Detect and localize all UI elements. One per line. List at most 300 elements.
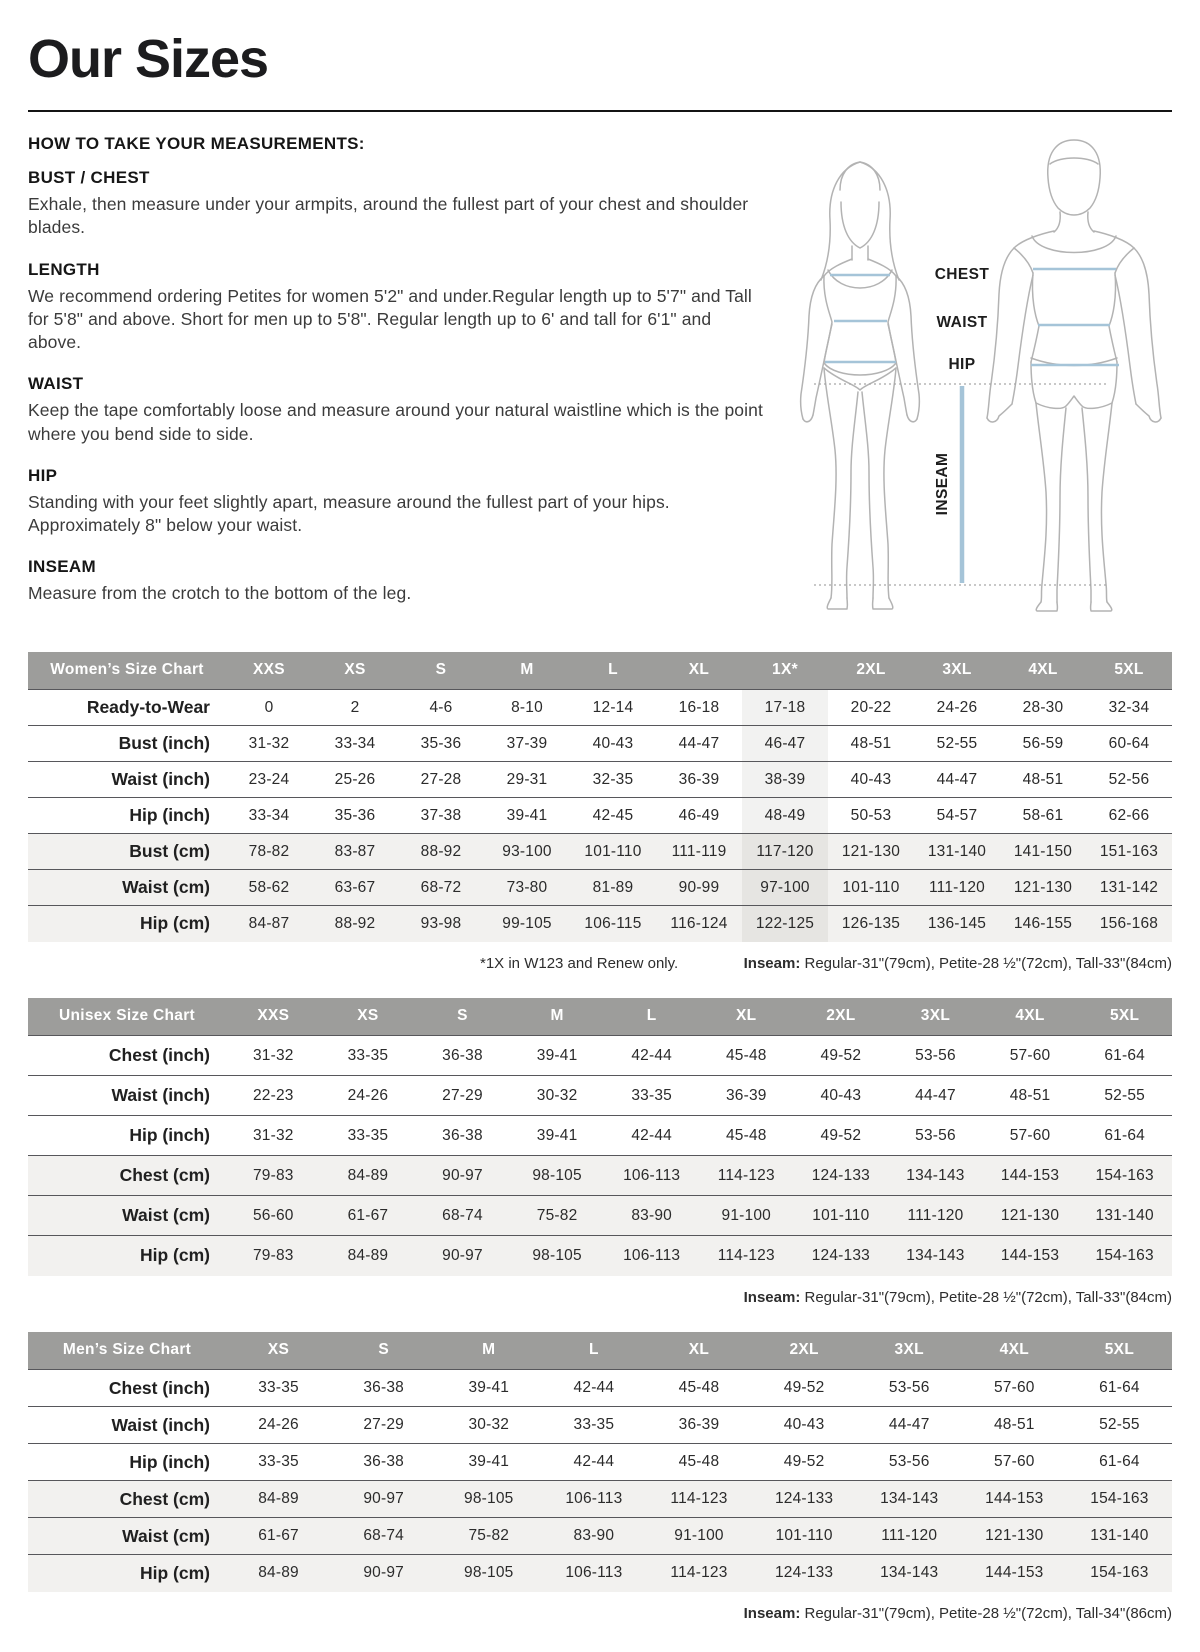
size-column-header: 1X* [742, 652, 828, 690]
size-value-cell: 101-110 [842, 878, 900, 896]
size-value-cell: 49-52 [783, 1453, 825, 1471]
size-value-cell: 131-140 [1090, 1527, 1149, 1545]
size-value-cell: 90-97 [363, 1490, 404, 1508]
row-label: Waist (inch) [111, 1414, 210, 1435]
size-value-cell: 121-130 [1013, 878, 1073, 896]
mens-size-chart-table [28, 1332, 1172, 1592]
size-value-cell: 33-34 [248, 806, 290, 824]
section-text: Keep the tape comfortably loose and measure around your natural waistline which is the point where you bend side to side. [28, 400, 763, 444]
size-value-cell: 88-92 [334, 914, 376, 932]
row-label: Waist (cm) [122, 877, 210, 898]
size-value-cell: 131-140 [927, 842, 987, 860]
size-value-cell: 131-142 [1099, 878, 1159, 896]
table-row [28, 906, 1172, 942]
size-value-cell: 52-55 [1104, 1086, 1145, 1104]
size-value-cell: 24-26 [347, 1086, 389, 1104]
row-label: Waist (inch) [111, 769, 210, 790]
size-value-cell: 111-120 [881, 1527, 938, 1545]
size-value-cell: 27-29 [442, 1086, 483, 1104]
size-value-cell: 78-82 [248, 842, 290, 860]
size-value-cell: 57-60 [993, 1379, 1035, 1397]
size-value-cell: 29-31 [506, 770, 548, 788]
size-column-header: 5XL [1067, 1332, 1172, 1370]
size-value-cell: 68-72 [420, 878, 462, 896]
size-value-cell: 45-48 [678, 1453, 720, 1471]
size-value-cell: 49-52 [783, 1379, 825, 1397]
size-value-cell: 134-143 [880, 1564, 939, 1582]
size-value-cell: 33-35 [573, 1416, 615, 1434]
size-value-cell: 84-89 [258, 1490, 299, 1508]
size-value-cell: 16-18 [678, 698, 720, 716]
size-value-cell: 24-26 [936, 698, 978, 716]
size-value-cell: 154-163 [1090, 1490, 1149, 1508]
size-value-cell: 68-74 [442, 1206, 483, 1224]
size-value-cell: 52-56 [1108, 770, 1150, 788]
size-value-cell: 42-44 [631, 1046, 672, 1064]
size-value-cell: 121-130 [1000, 1206, 1060, 1224]
row-label: Chest (inch) [108, 1377, 210, 1398]
size-value-cell: 61-64 [1099, 1379, 1140, 1397]
size-column-header: 2XL [828, 652, 914, 690]
size-value-cell: 46-49 [678, 806, 720, 824]
size-value-cell: 36-38 [442, 1046, 483, 1064]
size-value-cell: 144-153 [985, 1490, 1044, 1508]
size-value-cell: 136-145 [927, 914, 987, 932]
chest-label: CHEST [934, 266, 990, 283]
female-figure-outline [801, 162, 920, 609]
size-value-cell: 99-105 [502, 914, 552, 932]
waist-label: WAIST [936, 314, 988, 331]
measurement-diagram [768, 132, 1172, 612]
size-column-header: 4XL [983, 998, 1078, 1036]
size-value-cell: 117-120 [742, 834, 828, 870]
section-heading: INSEAM [28, 557, 96, 577]
size-value-cell: 83-90 [573, 1527, 615, 1545]
size-column-header: XL [646, 1332, 751, 1370]
row-label: Ready-to-Wear [86, 697, 210, 718]
size-value-cell: 75-82 [468, 1527, 510, 1545]
size-value-cell: 35-36 [420, 734, 462, 752]
size-value-cell: 57-60 [1009, 1126, 1051, 1144]
section-heading: HIP [28, 465, 58, 485]
table-header-row [28, 652, 1172, 690]
size-column-header: XL [656, 652, 742, 690]
table-row [28, 1518, 1172, 1555]
size-value-cell: 121-130 [841, 842, 901, 860]
size-value-cell: 114-123 [670, 1490, 728, 1508]
inseam-note-label: Inseam: [743, 1288, 801, 1306]
section-text: Standing with your feet slightly apart, measure around the fullest part of your hips. Approximately 8" below your waist. [28, 491, 670, 536]
row-label: Waist (inch) [111, 1085, 210, 1106]
hip-label: HIP [948, 356, 976, 373]
table-row [28, 1236, 1172, 1276]
section-text: Exhale, then measure under your armpits, around the fullest part of your chest and shoulder blades. [28, 194, 749, 238]
table-row [28, 870, 1172, 906]
size-value-cell: 42-44 [573, 1453, 615, 1471]
size-value-cell: 33-34 [334, 734, 376, 752]
size-column-header: 2XL [794, 998, 889, 1036]
womens-inseam-note [744, 955, 1172, 972]
size-value-cell: 134-143 [880, 1490, 939, 1508]
size-column-header: M [484, 652, 570, 690]
size-value-cell: 44-47 [888, 1416, 930, 1434]
section-bust-chest [28, 168, 768, 240]
size-value-cell: 141-150 [1013, 842, 1073, 860]
size-value-cell: 106-113 [623, 1246, 681, 1264]
table-row [28, 1116, 1172, 1156]
size-value-cell: 97-100 [742, 870, 828, 906]
size-column-header: 3XL [857, 1332, 962, 1370]
size-value-cell: 111-119 [671, 842, 727, 860]
size-value-cell: 42-44 [573, 1379, 615, 1397]
row-label: Hip (cm) [140, 1562, 210, 1583]
size-column-header: 4XL [962, 1332, 1067, 1370]
size-value-cell: 30-32 [536, 1086, 578, 1104]
size-value-cell: 44-47 [678, 734, 720, 752]
inseam-note-text: Regular-31"(79cm), Petite-28 ½"(72cm), Tall-34"(86cm) [800, 1604, 1172, 1622]
size-value-cell: 88-92 [420, 842, 462, 860]
size-value-cell: 57-60 [993, 1453, 1035, 1471]
table-row [28, 1370, 1172, 1407]
table-header-row [28, 998, 1172, 1036]
size-value-cell: 36-39 [678, 770, 720, 788]
table-row [28, 1444, 1172, 1481]
size-value-cell: 45-48 [725, 1126, 767, 1144]
size-value-cell: 73-80 [506, 878, 548, 896]
unisex-size-chart-table [28, 998, 1172, 1276]
instructions-text-column [28, 132, 768, 626]
size-value-cell: 56-60 [252, 1206, 294, 1224]
size-value-cell: 124-133 [811, 1246, 870, 1264]
size-value-cell: 106-113 [565, 1564, 623, 1582]
size-column-header: 3XL [888, 998, 983, 1036]
table-row [28, 1156, 1172, 1196]
section-hip [28, 466, 768, 538]
measurement-instructions [28, 132, 1172, 626]
size-value-cell: 156-168 [1099, 914, 1159, 932]
size-value-cell: 124-133 [811, 1166, 870, 1184]
one-x-footnote: *1X in W123 and Renew only. [480, 954, 679, 972]
inseam-note-label: Inseam: [743, 1604, 801, 1622]
size-value-cell: 40-43 [850, 770, 892, 788]
size-column-header: M [510, 998, 605, 1036]
womens-table-footnotes [28, 942, 1172, 972]
size-value-cell: 62-66 [1108, 806, 1150, 824]
size-value-cell: 39-41 [468, 1453, 510, 1471]
size-value-cell: 144-153 [985, 1564, 1044, 1582]
size-value-cell: 39-41 [506, 806, 548, 824]
body-figures-illustration [768, 132, 1172, 612]
size-value-cell: 98-105 [532, 1166, 582, 1184]
row-label: Hip (inch) [129, 805, 210, 826]
size-value-cell: 49-52 [820, 1046, 862, 1064]
size-column-header: 5XL [1077, 998, 1172, 1036]
size-value-cell: 40-43 [592, 734, 634, 752]
section-heading: BUST / CHEST [28, 168, 150, 187]
size-value-cell: 116-124 [670, 914, 728, 932]
size-value-cell: 42-44 [631, 1126, 672, 1144]
size-value-cell: 84-89 [347, 1246, 389, 1264]
size-column-header: XXS [226, 998, 321, 1036]
size-value-cell: 39-41 [536, 1126, 578, 1144]
table-row [28, 1407, 1172, 1444]
size-value-cell: 0 [264, 698, 274, 716]
table-title: Men’s Size Chart [28, 1332, 226, 1370]
size-column-header: XS [321, 998, 416, 1036]
womens-size-chart-table [28, 652, 1172, 942]
table-row [28, 1481, 1172, 1518]
table-row [28, 798, 1172, 834]
size-value-cell: 154-163 [1090, 1564, 1149, 1582]
inseam-note-text: Regular-31"(79cm), Petite-28 ½"(72cm), Tall-33"(84cm) [800, 954, 1172, 972]
size-value-cell: 61-67 [258, 1527, 299, 1545]
size-value-cell: 50-53 [850, 806, 892, 824]
size-value-cell: 33-35 [347, 1126, 389, 1144]
size-value-cell: 39-41 [468, 1379, 510, 1397]
size-value-cell: 36-38 [363, 1453, 404, 1471]
row-label: Hip (cm) [140, 1245, 210, 1266]
size-value-cell: 27-29 [363, 1416, 404, 1434]
size-value-cell: 151-163 [1099, 842, 1159, 860]
size-value-cell: 93-100 [502, 842, 552, 860]
size-value-cell: 44-47 [915, 1086, 956, 1104]
size-value-cell: 12-14 [592, 698, 634, 716]
size-value-cell: 33-35 [347, 1046, 389, 1064]
size-value-cell: 144-153 [1000, 1166, 1060, 1184]
size-column-header: XS [312, 652, 398, 690]
size-value-cell: 36-39 [678, 1416, 720, 1434]
size-value-cell: 40-43 [783, 1416, 825, 1434]
section-text: Measure from the crotch to the bottom of the leg. [28, 583, 412, 604]
table-title: Women’s Size Chart [28, 652, 226, 690]
inseam-label: INSEAM [934, 452, 951, 516]
size-value-cell: 154-163 [1095, 1166, 1154, 1184]
size-value-cell: 53-56 [888, 1453, 930, 1471]
section-waist [28, 374, 768, 446]
row-label: Hip (cm) [140, 913, 210, 934]
size-value-cell: 36-38 [363, 1379, 404, 1397]
size-value-cell: 134-143 [906, 1246, 965, 1264]
size-value-cell: 122-125 [742, 906, 828, 942]
size-value-cell: 49-52 [820, 1126, 862, 1144]
page-title: Our Sizes [28, 29, 269, 89]
size-column-header: S [398, 652, 484, 690]
section-length [28, 260, 768, 355]
size-value-cell: 36-38 [442, 1126, 483, 1144]
size-value-cell: 24-26 [258, 1416, 299, 1434]
section-text: We recommend ordering Petites for women 5'2" and under.Regular length up to 5'7" and Tall for 5'8" and above. Short for men up to 5'8". Regular length up to 6' and tall for 6'1" and above. [28, 285, 752, 353]
size-column-header: 4XL [1000, 652, 1086, 690]
row-label: Hip (inch) [129, 1125, 210, 1146]
row-label: Chest (inch) [108, 1045, 210, 1066]
size-value-cell: 79-83 [252, 1246, 294, 1264]
size-value-cell: 33-35 [258, 1379, 299, 1397]
size-value-cell: 4-6 [429, 698, 453, 716]
size-value-cell: 22-23 [252, 1086, 294, 1104]
size-value-cell: 84-87 [248, 914, 290, 932]
size-value-cell: 75-82 [536, 1206, 578, 1224]
how-to-heading: HOW TO TAKE YOUR MEASUREMENTS: [28, 134, 365, 153]
row-label: Bust (inch) [118, 733, 210, 754]
row-label: Hip (inch) [129, 1451, 210, 1472]
size-value-cell: 58-62 [248, 878, 290, 896]
size-value-cell: 32-34 [1108, 698, 1150, 716]
size-value-cell: 114-123 [717, 1166, 775, 1184]
size-value-cell: 90-97 [442, 1166, 483, 1184]
size-value-cell: 31-32 [252, 1046, 294, 1064]
size-value-cell: 111-120 [929, 878, 985, 896]
size-value-cell: 33-35 [258, 1453, 299, 1471]
size-value-cell: 33-35 [631, 1086, 672, 1104]
size-value-cell: 27-28 [420, 770, 462, 788]
row-label: Bust (cm) [129, 841, 210, 862]
size-value-cell: 44-47 [936, 770, 978, 788]
title-divider [28, 110, 1172, 112]
size-value-cell: 124-133 [774, 1490, 834, 1508]
size-value-cell: 48-51 [850, 734, 892, 752]
table-row [28, 762, 1172, 798]
size-value-cell: 146-155 [1013, 914, 1073, 932]
size-value-cell: 35-36 [334, 806, 376, 824]
size-column-header: S [331, 1332, 436, 1370]
size-value-cell: 38-39 [742, 762, 828, 798]
size-value-cell: 32-35 [592, 770, 634, 788]
row-label: Waist (cm) [122, 1525, 210, 1546]
table-row [28, 1076, 1172, 1116]
size-value-cell: 84-89 [258, 1564, 299, 1582]
size-value-cell: 90-99 [678, 878, 720, 896]
size-value-cell: 31-32 [248, 734, 290, 752]
size-value-cell: 61-64 [1104, 1126, 1145, 1144]
male-figure-outline [987, 140, 1161, 611]
size-value-cell: 36-39 [725, 1086, 767, 1104]
size-value-cell: 134-143 [906, 1166, 965, 1184]
size-value-cell: 124-133 [774, 1564, 834, 1582]
table-row [28, 1196, 1172, 1236]
size-value-cell: 40-43 [820, 1086, 862, 1104]
size-value-cell: 52-55 [1099, 1416, 1140, 1434]
size-value-cell: 83-90 [631, 1206, 672, 1224]
size-value-cell: 101-110 [812, 1206, 870, 1224]
table-row [28, 726, 1172, 762]
size-value-cell: 54-57 [936, 806, 978, 824]
size-value-cell: 144-153 [1000, 1246, 1060, 1264]
size-column-header: L [604, 998, 699, 1036]
size-value-cell: 79-83 [252, 1166, 294, 1184]
size-value-cell: 131-140 [1095, 1206, 1154, 1224]
size-value-cell: 53-56 [888, 1379, 930, 1397]
inseam-note-label: Inseam: [743, 954, 801, 972]
size-value-cell: 61-67 [347, 1206, 389, 1224]
table-row [28, 1036, 1172, 1076]
size-value-cell: 45-48 [725, 1046, 767, 1064]
size-value-cell: 53-56 [915, 1126, 956, 1144]
size-value-cell: 98-105 [464, 1490, 514, 1508]
size-value-cell: 114-123 [717, 1246, 775, 1264]
size-column-header: L [541, 1332, 646, 1370]
size-column-header: XL [699, 998, 794, 1036]
size-column-header: L [570, 652, 656, 690]
size-value-cell: 48-51 [1009, 1086, 1051, 1104]
inseam-note-text: Regular-31"(79cm), Petite-28 ½"(72cm), Tall-33"(84cm) [800, 1288, 1172, 1306]
size-value-cell: 31-32 [252, 1126, 294, 1144]
size-column-header: 3XL [914, 652, 1000, 690]
unisex-inseam-note [28, 1276, 1172, 1306]
size-value-cell: 84-89 [347, 1166, 389, 1184]
size-value-cell: 93-98 [420, 914, 462, 932]
size-column-header: XS [226, 1332, 331, 1370]
size-column-header: XXS [226, 652, 312, 690]
size-value-cell: 53-56 [915, 1046, 956, 1064]
size-column-header: S [415, 998, 510, 1036]
size-value-cell: 39-41 [536, 1046, 578, 1064]
size-value-cell: 61-64 [1099, 1453, 1140, 1471]
table-row [28, 834, 1172, 870]
size-value-cell: 98-105 [532, 1246, 582, 1264]
section-heading: WAIST [28, 374, 84, 394]
size-column-header: 5XL [1086, 652, 1172, 690]
size-value-cell: 91-100 [721, 1206, 771, 1224]
size-value-cell: 30-32 [468, 1416, 510, 1434]
section-inseam [28, 557, 768, 605]
size-value-cell: 61-64 [1104, 1046, 1145, 1064]
size-column-header: M [436, 1332, 541, 1370]
size-value-cell: 48-51 [993, 1416, 1035, 1434]
size-value-cell: 8-10 [511, 698, 543, 716]
row-label: Chest (cm) [119, 1488, 210, 1509]
size-value-cell: 46-47 [742, 726, 828, 762]
size-value-cell: 60-64 [1108, 734, 1150, 752]
size-value-cell: 121-130 [985, 1527, 1044, 1545]
size-value-cell: 20-22 [850, 698, 892, 716]
mens-inseam-note [28, 1592, 1172, 1622]
section-heading: LENGTH [28, 259, 100, 279]
size-value-cell: 101-110 [584, 842, 642, 860]
size-value-cell: 17-18 [742, 690, 828, 726]
size-value-cell: 48-49 [742, 798, 828, 834]
size-value-cell: 114-123 [670, 1564, 728, 1582]
size-value-cell: 48-51 [1022, 770, 1064, 788]
size-value-cell: 81-89 [592, 878, 634, 896]
size-value-cell: 45-48 [678, 1379, 720, 1397]
row-label: Chest (cm) [119, 1165, 210, 1186]
size-value-cell: 90-97 [442, 1246, 483, 1264]
size-value-cell: 57-60 [1009, 1046, 1051, 1064]
size-value-cell: 68-74 [363, 1527, 404, 1545]
size-value-cell: 37-39 [506, 734, 548, 752]
table-title: Unisex Size Chart [28, 998, 226, 1036]
table-row [28, 1555, 1172, 1592]
table-row [28, 690, 1172, 726]
size-value-cell: 25-26 [334, 770, 376, 788]
size-value-cell: 58-61 [1022, 806, 1064, 824]
size-value-cell: 106-113 [565, 1490, 623, 1508]
size-value-cell: 83-87 [334, 842, 376, 860]
size-value-cell: 28-30 [1022, 698, 1064, 716]
size-column-header: 2XL [752, 1332, 857, 1370]
size-value-cell: 126-135 [841, 914, 901, 932]
size-value-cell: 111-120 [907, 1206, 964, 1224]
size-value-cell: 91-100 [674, 1527, 724, 1545]
size-value-cell: 2 [350, 698, 360, 716]
size-value-cell: 52-55 [936, 734, 978, 752]
size-value-cell: 90-97 [363, 1564, 404, 1582]
size-value-cell: 56-59 [1022, 734, 1064, 752]
size-value-cell: 98-105 [464, 1564, 514, 1582]
size-value-cell: 101-110 [775, 1527, 833, 1545]
table-header-row [28, 1332, 1172, 1370]
size-value-cell: 63-67 [334, 878, 376, 896]
